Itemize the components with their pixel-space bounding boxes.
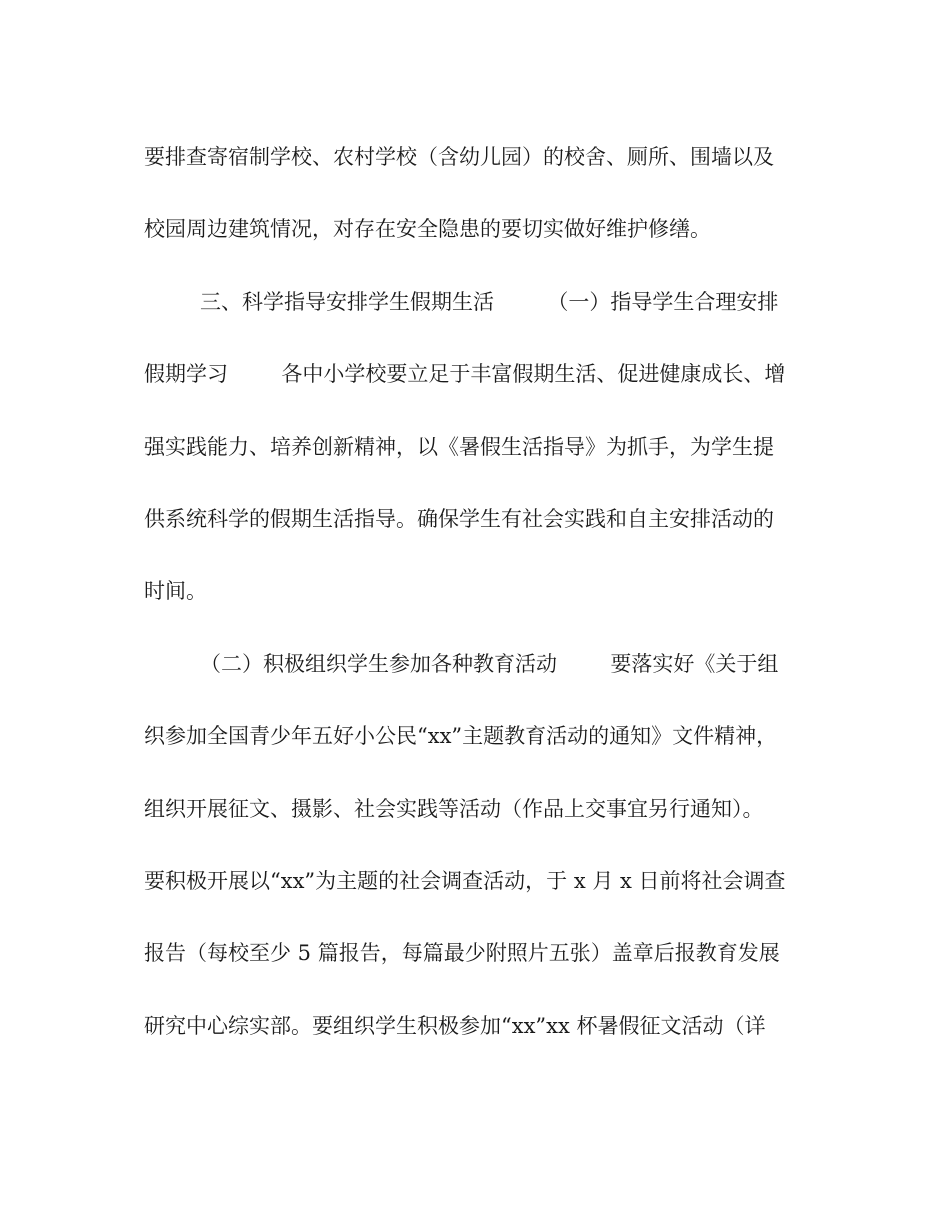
text-line: 研究中心综实部。要组织学生积极参加“xx”xx 杯暑假征文活动（详	[144, 1013, 766, 1038]
section-heading-line: 三、科学指导安排学生假期生活 （一）指导学生合理安排	[200, 289, 779, 314]
text-line: 要排查寄宿制学校、农村学校（含幼儿园）的校舍、厕所、围墙以及	[144, 145, 774, 169]
text-line: 织参加全国青少年五好小公民“xx”主题教育活动的通知》文件精神，	[144, 724, 778, 749]
text-line: 供系统科学的假期生活指导。确保学生有社会实践和自主安排活动的	[144, 506, 774, 531]
document-body	[144, 133, 824, 1074]
text-line: 假期学习 各中小学校要立足于丰富假期生活、促进健康成长、增	[144, 362, 786, 387]
text-line: 组织开展征文、摄影、社会实践等活动（作品上交事宜另行通知）。	[144, 796, 764, 821]
text-line: 校园周边建筑情况，对存在安全隐患的要切实做好维护修缮。	[144, 217, 711, 242]
text-line: 时间。	[144, 579, 207, 604]
text-line: 要积极开展以“xx”为主题的社会调查活动，于 x 月 x 日前将社会调查	[144, 868, 786, 893]
subsection-heading-line: （二）积极组织学生参加各种教育活动 要落实好《关于组	[200, 651, 779, 676]
text-line: 强实践能力、培养创新精神，以《暑假生活指导》为抓手，为学生提	[144, 434, 774, 459]
text-line: 报告（每校至少 5 篇报告，每篇最少附照片五张）盖章后报教育发展	[144, 941, 780, 966]
